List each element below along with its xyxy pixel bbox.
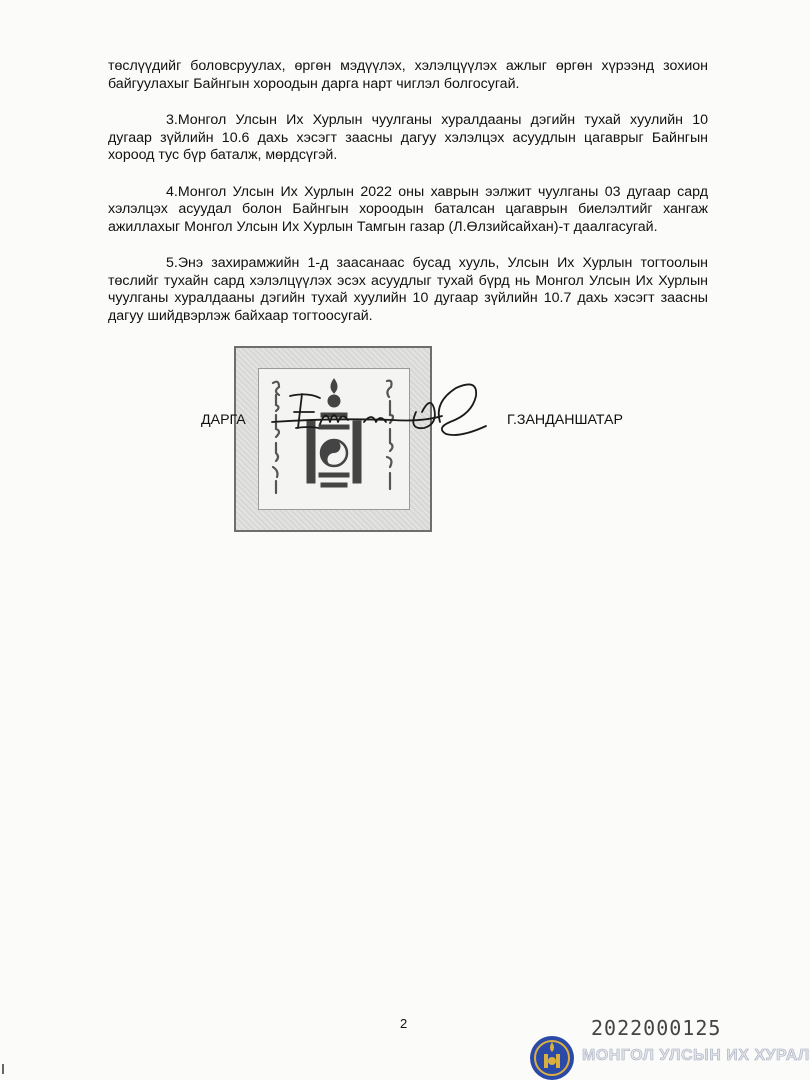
document-number: 2022000125 — [591, 1016, 722, 1040]
state-emblem-icon — [528, 1032, 576, 1080]
paragraph-5: 5.Энэ захирамжийн 1-д заасанаас бусад хууль, Улсын Их Хурлын тогтоолын төслийг тухайн сард хэлэлцүүлэх эсэх асуудлыг тухай бүрд нь Монгол Улсын Их Хурлын чуулганы хуралдааны дэгийн тухай хуулийн 10 дугаар зүйлийн 10.7 дахь хэсэгт заасны дагуу шийдвэрлэж байхаар тогтоосугай. — [108, 255, 708, 324]
paragraph-continuation: төслүүдийг боловсруулах, өргөн мэдүүлэх, хэлэлцүүлэх ажлыг өргөн хүрээнд зохион байгуулахыг Байнгын хороодын дарга нарт чиглэл болгосугай. — [108, 58, 708, 92]
signatory-title: ДАРГА — [201, 412, 246, 428]
page-number: 2 — [400, 1016, 408, 1031]
document-body — [108, 58, 708, 344]
paragraph-3: 3.Монгол Улсын Их Хурлын чуулганы хуралдааны дэгийн тухай хуулийн 10 дугаар зүйлийн 10.6 дахь хэсэгт заасны дагуу хэлэлцэх асуудлын цагаврыг Байнгын хороод тус бүр баталж, мөрдсүгэй. — [108, 112, 708, 163]
handwritten-signature — [268, 372, 508, 442]
margin-mark — [2, 1064, 4, 1074]
signatory-name: Г.ЗАНДАНШАТАР — [507, 412, 623, 428]
paragraph-4: 4.Монгол Улсын Их Хурлын 2022 оны хаврын ээлжит чуулганы 03 дугаар сард хэлэлцэх асуудал болон Байнгын хороодын баталсан цагаврын биелэлтийг хангаж ажиллахыг Монгол Улсын Их Хурлын Тамгын газар (Л.Өлзийсайхан)-т даалгасугай. — [108, 183, 708, 235]
footer-organization: МОНГОЛ УЛСЫН ИХ ХУРАЛ — [582, 1047, 810, 1064]
